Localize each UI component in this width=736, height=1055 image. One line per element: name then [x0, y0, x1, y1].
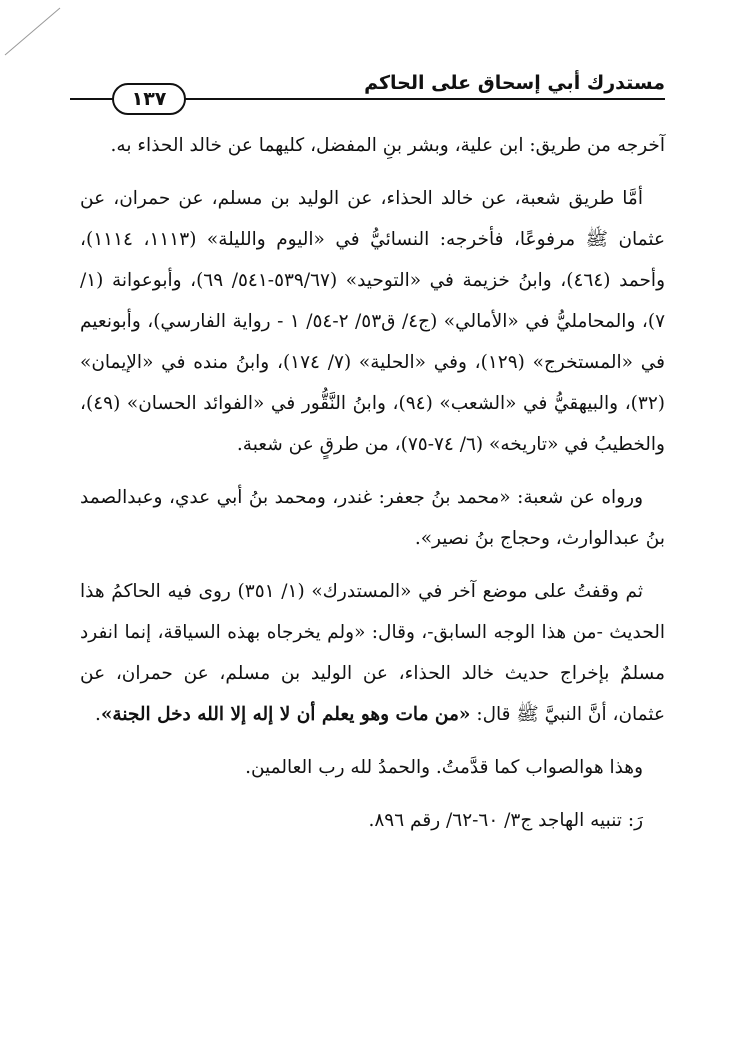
paragraph-4-end: . — [94, 704, 101, 725]
page-body — [80, 125, 665, 853]
paragraph-2: أمَّا طريق شعبة، عن خالد الحذاء، عن الوليد بن مسلم، عن حمران، عن عثمان ﷺ مرفوعًا، فأخرجه: النسائيُّ في «اليوم والليلة» (١١١٣، ١١١٤)، وأحمد (٤٦٤)، وابنُ خزيمة في «التوحيد» (٥٣٩/٦٧-٥٤١/ ٦٩)، وأبوعوانة (١/ ٧)، والمحامليُّ في «الأمالي» (ج٤/ ق٥٣/ ٢-٥٤/ ١ - رواية الفارسي)، وأبونعيم في «المستخرج» (١٢٩)، وفي «الحلية» (٧/ ١٧٤)، وابنُ منده في «الإيمان» (٣٢)، والبيهقيُّ في «الشعب» (٩٤)، وابنُ النَّقُّور في «الفوائد الحسان» (٤٩)، والخطيبُ في «تاريخه» (٦/ ٧٤-٧٥)، من طرقٍ عن شعبة. — [80, 188, 665, 455]
paragraph-1: آخرجه من طريق: ابن علية، وبشر بنِ المفضل، كليهما عن خالد الحذاء به. — [110, 135, 665, 156]
paragraph-3: ورواه عن شعبة: «محمد بنُ جعفر: غندر، ومحمد بنُ أبي عدي، وعبدالصمد بنُ عبدالوارث، وحجاج بنُ نصير». — [80, 487, 665, 549]
page-header — [70, 70, 665, 110]
reference-note: رَ: تنبيه الهاجد ج٣/ ٦٠-٦٢/ رقم ٨٩٦. — [368, 810, 643, 831]
scan-edge-line — [0, 0, 90, 70]
running-title: مستدرك أبي إسحاق على الحاكم — [364, 72, 665, 94]
paragraph-5: وهذا هوالصواب كما قدَّمتُ. والحمدُ لله رب العالمين. — [245, 757, 643, 778]
page-number-badge: ١٣٧ — [112, 83, 186, 115]
paragraph-4 — [80, 571, 665, 735]
paragraph-4-text: ثم وقفتُ على موضع آخر في «المستدرك» (١/ ٣٥١) روى فيه الحاكمُ هذا الحديث -من هذا الوجه السابق-، وقال: «ولم يخرجاه بهذه السياقة، إنما انفرد مسلمٌ بإخراج حديث خالد الحذاء، عن الوليد بن مسلم، عن حمران، عن عثمان، أنَّ النبيَّ ﷺ قال: — [80, 581, 665, 725]
hadith-quote: «من مات وهو يعلم أن لا إله إلا الله دخل الجنة» — [100, 704, 471, 725]
